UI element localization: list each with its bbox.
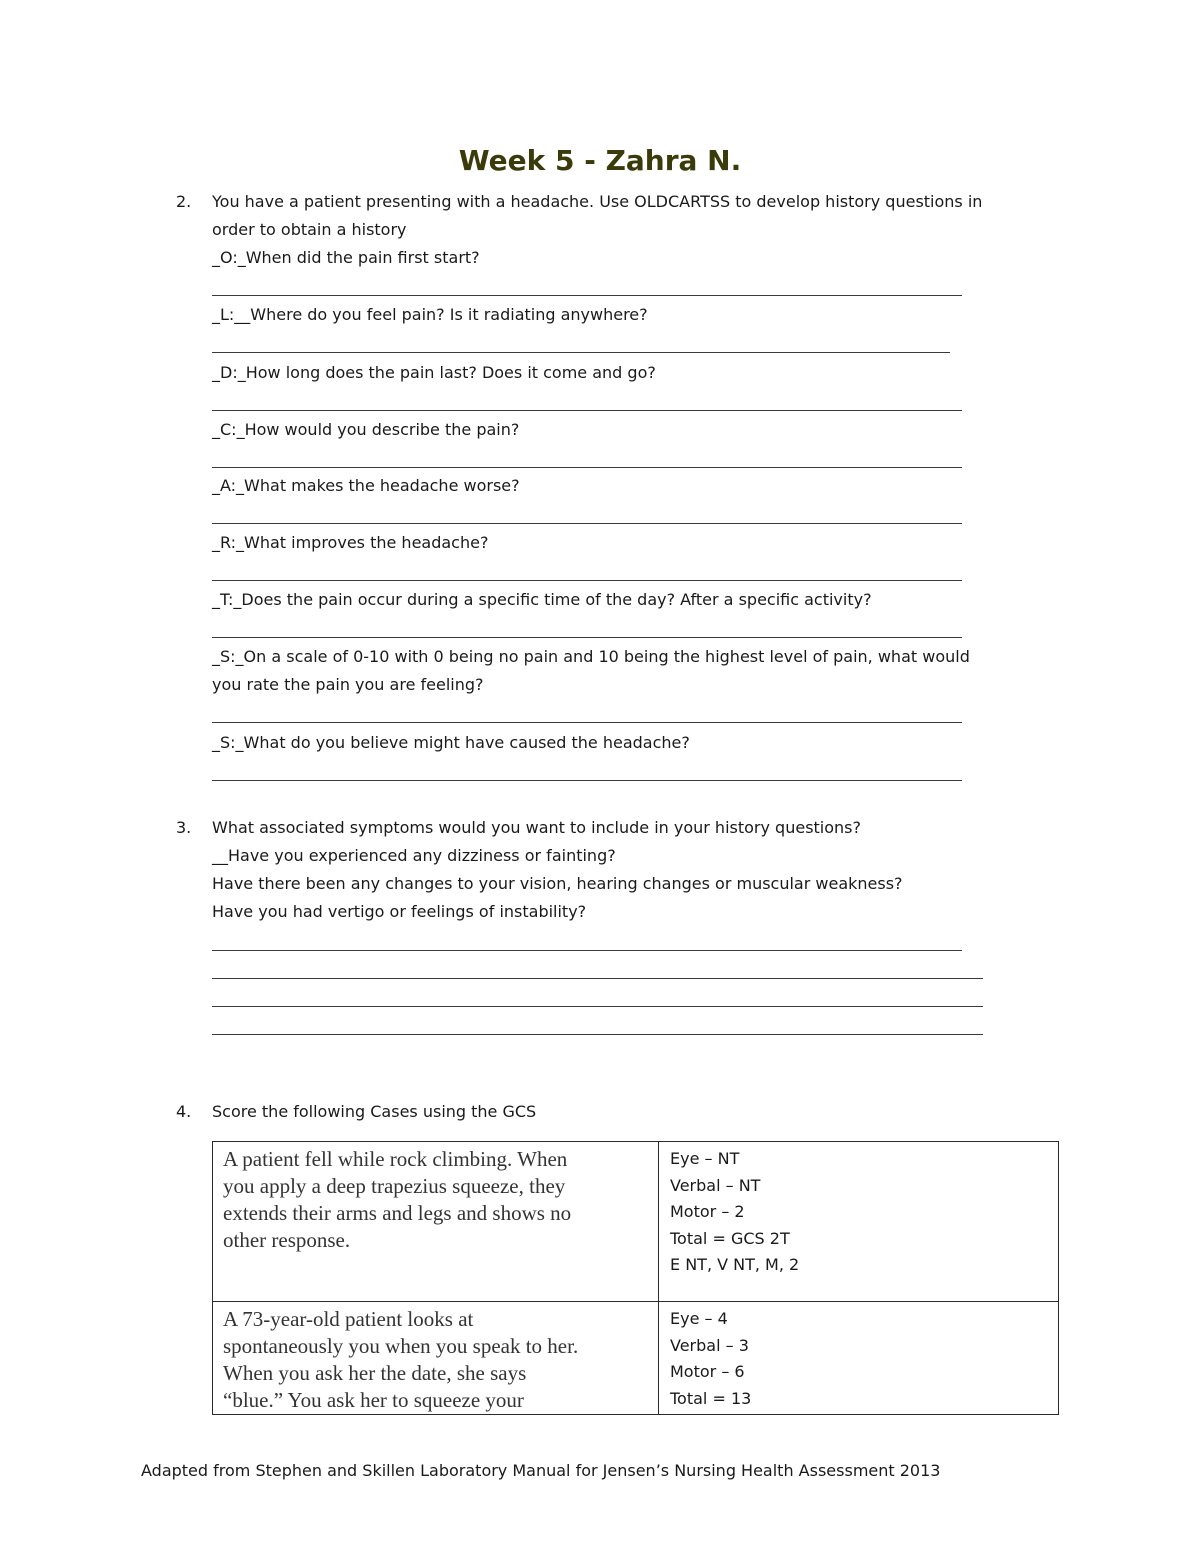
q2-item-severity: _S:_On a scale of 0-10 with 0 being no pain and 10 being the highest level of pain, what would [212,647,970,666]
q3-answer-2: Have there been any changes to your vision, hearing changes or muscular weakness? [212,874,903,893]
case-text-line: A 73-year-old patient looks at [223,1307,474,1331]
score-motor: Motor – 2 [670,1202,745,1221]
question-number-4: 4. [176,1102,192,1121]
case-text-line: other response. [223,1228,351,1252]
table-row [213,1142,1059,1302]
gcs-cases-table [212,1141,1059,1415]
answer-rule [212,978,983,979]
q2-item-aggravating: _A:_What makes the headache worse? [212,476,520,495]
score-total: Total = GCS 2T [670,1228,790,1248]
answer-rule [212,1034,983,1035]
answer-rule [212,352,950,353]
score-eye: Eye – 4 [670,1309,728,1328]
q2-item-characteristics: _C:_How would you describe the pain? [212,420,520,439]
page-footer: Adapted from Stephen and Skillen Laboratory Manual for Jensen’s Nursing Health Assessment 2013 [141,1461,941,1480]
answer-rule [212,780,962,781]
question-number-3: 3. [176,818,192,837]
q2-item-timing: _T:_Does the pain occur during a specific time of the day? After a specific activity? [212,590,872,609]
case-text-line: When you ask her the date, she says [223,1361,527,1385]
q2-prompt-line-1: You have a patient presenting with a headache. Use OLDCARTSS to develop history questions in [212,192,983,211]
q2-item-suspected-cause: _S:_What do you believe might have caused the headache? [212,733,690,752]
case-score [659,1302,1059,1415]
q3-answer-1: __Have you experienced any dizziness or fainting? [212,846,616,865]
q3-answer-3: Have you had vertigo or feelings of instability? [212,902,587,921]
question-number-2: 2. [176,192,192,211]
answer-rule [212,637,962,638]
score-motor: Motor – 6 [670,1362,745,1381]
case-text-line: you apply a deep trapezius squeeze, they [223,1174,566,1198]
score-verbal: Verbal – 3 [670,1335,749,1355]
q2-item-onset: _O:_When did the pain first start? [212,248,480,267]
q4-prompt: Score the following Cases using the GCS [212,1102,537,1121]
answer-rule [212,722,962,723]
score-summary: E NT, V NT, M, 2 [670,1255,800,1274]
case-text-line: spontaneously you when you speak to her. [223,1334,579,1358]
answer-rule [212,1006,983,1007]
case-description [213,1142,659,1302]
case-text-line: A patient fell while rock climbing. When [223,1147,568,1171]
answer-rule [212,467,962,468]
answer-rule [212,523,962,524]
q2-item-severity-cont: you rate the pain you are feeling? [212,675,484,694]
score-verbal: Verbal – NT [670,1175,761,1195]
case-description [213,1302,659,1415]
score-total: Total = 13 [670,1388,752,1408]
case-text-line: “blue.” You ask her to squeeze your [223,1388,524,1412]
answer-rule [212,410,962,411]
q2-item-relieving: _R:_What improves the headache? [212,533,489,552]
answer-rule [212,580,962,581]
case-score [659,1142,1059,1302]
case-text-line: extends their arms and legs and shows no [223,1201,572,1225]
page-title: Week 5 - Zahra N. [458,144,742,177]
score-eye: Eye – NT [670,1149,740,1168]
q2-item-duration: _D:_How long does the pain last? Does it come and go? [212,363,656,382]
answer-rule [212,295,962,296]
answer-rule [212,950,962,951]
table-row [213,1302,1059,1415]
q3-prompt: What associated symptoms would you want to include in your history questions? [212,818,861,837]
q2-prompt-line-2: order to obtain a history [212,220,407,239]
q2-item-location: _L:__Where do you feel pain? Is it radiating anywhere? [212,305,648,324]
